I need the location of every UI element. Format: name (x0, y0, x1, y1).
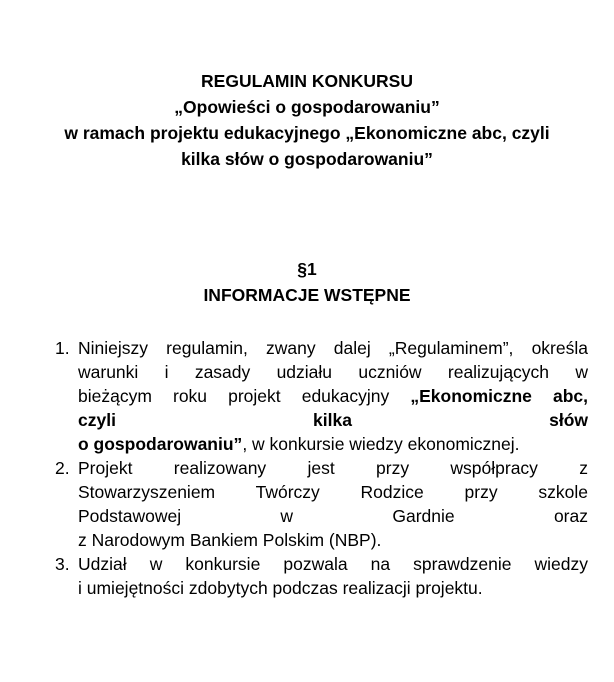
text-line (78, 576, 588, 600)
text-segment: czyli kilka słów (78, 410, 588, 430)
text-line (78, 360, 588, 384)
text-segment: Podstawowej w Gardnie oraz (78, 506, 588, 526)
list-item (55, 552, 588, 600)
text-line (78, 384, 588, 408)
text-segment: Stowarzyszeniem Twórczy Rodzice przy szkole (78, 482, 588, 502)
document-title-block (0, 0, 614, 172)
list-item (55, 456, 588, 552)
text-line (78, 432, 588, 456)
title-line: „Opowieści o gospodarowaniu” (174, 97, 440, 117)
text-segment: Projekt realizowany jest przy współpracy z (78, 458, 588, 478)
text-line (78, 408, 588, 432)
section-number: §1 (297, 259, 317, 279)
text-line (78, 504, 588, 528)
list-item (55, 336, 588, 456)
list-item-number: 2. (55, 458, 70, 478)
text-line (78, 456, 588, 480)
text-segment: warunki i zasady udziału uczniów realizujących w (78, 362, 588, 382)
text-segment: , w konkursie wiedzy ekonomicznej. (242, 434, 520, 454)
title-line: kilka słów o gospodarowaniu” (181, 149, 433, 169)
text-segment: bieżącym roku projekt edukacyjny (78, 386, 411, 406)
text-line (78, 480, 588, 504)
text-segment: Udział w konkursie pozwala na sprawdzenie wiedzy (78, 554, 588, 574)
text-segment: o gospodarowaniu” (78, 434, 243, 454)
text-segment: i umiejętności zdobytych podczas realizacji projektu. (78, 578, 483, 598)
text-segment: z Narodowym Bankiem Polskim (NBP). (78, 530, 382, 550)
list-item-text (78, 336, 588, 456)
title-line: w ramach projektu edukacyjnego „Ekonomiczne abc, czyli (64, 123, 550, 143)
list-item-number: 1. (55, 338, 70, 358)
title-line: REGULAMIN KONKURSU (201, 71, 413, 91)
section-title: INFORMACJE WSTĘPNE (203, 285, 411, 305)
text-segment: „Ekonomiczne abc, (410, 386, 589, 406)
list-item-text (78, 456, 588, 552)
list-item-text (78, 552, 588, 600)
text-line (78, 528, 588, 552)
text-segment: Niniejszy regulamin, zwany dalej „Regulaminem”, określa (78, 338, 588, 358)
numbered-list (55, 336, 588, 600)
text-line (78, 336, 588, 360)
text-line (78, 552, 588, 576)
list-item-number: 3. (55, 554, 70, 574)
section-heading-block (0, 256, 614, 308)
